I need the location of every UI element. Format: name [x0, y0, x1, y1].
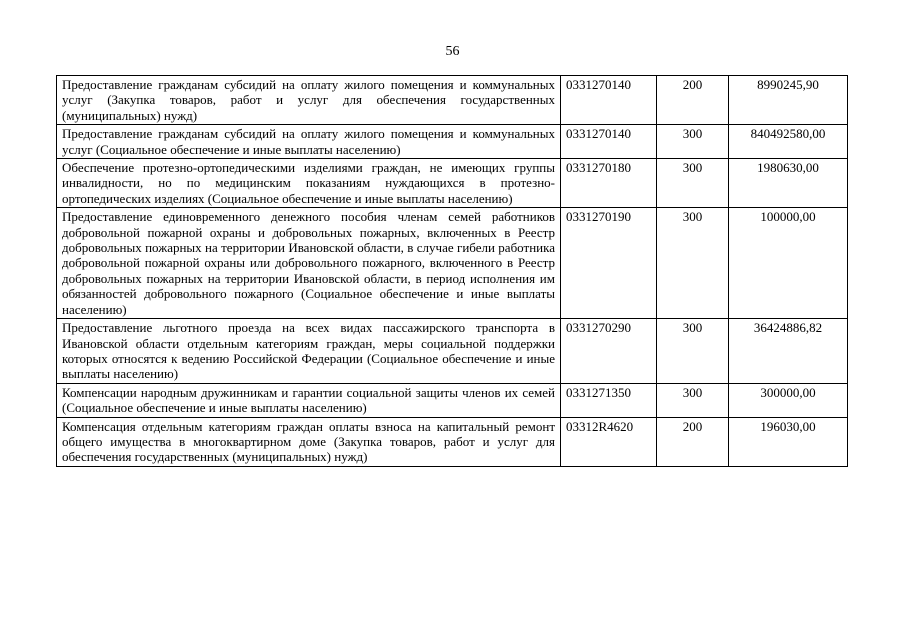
- description-cell: Предоставление гражданам субсидий на оплату жилого помещения и коммунальных услуг (Социальное обеспечение и иные выплаты населению): [57, 125, 561, 159]
- description-cell: Компенсации народным дружинникам и гарантии социальной защиты членов их семей (Социальное обеспечение и иные выплаты населению): [57, 383, 561, 417]
- description-cell: Компенсация отдельным категориям граждан оплаты взноса на капитальный ремонт общего имущества в многоквартирном доме (Закупка товаров, работ и услуг для обеспечения государственных (муниципальных) нужд): [57, 417, 561, 466]
- target-code-cell: 0331270190: [561, 208, 657, 319]
- description-cell: Предоставление единовременного денежного пособия членам семей работников добровольной пожарной охраны и добровольных пожарных, включенных в Реестр добровольных пожарных на территории Ивановской области, в случае гибели работника добровольной пожарной охраны или добровольного пожарного, включенного в Реестр добровольных пожарных на территории Ивановской области, в период исполнения им обязанностей добровольного пожарного (Социальное обеспечение и иные выплаты населению): [57, 208, 561, 319]
- amount-cell: 840492580,00: [729, 125, 848, 159]
- table-row: [57, 159, 848, 208]
- amount-cell: 100000,00: [729, 208, 848, 319]
- table-row: [57, 125, 848, 159]
- target-code-cell: 0331270180: [561, 159, 657, 208]
- target-code-cell: 0331270140: [561, 125, 657, 159]
- expense-type-cell: 300: [657, 159, 729, 208]
- expense-type-cell: 200: [657, 417, 729, 466]
- description-cell: Предоставление льготного проезда на всех видах пассажирского транспорта в Ивановской области отдельным категориям граждан, меры социальной поддержки которых относятся к ведению Российской Федерации (Социальное обеспечение и иные выплаты населению): [57, 319, 561, 384]
- expense-type-cell: 300: [657, 208, 729, 319]
- target-code-cell: 0331270140: [561, 76, 657, 125]
- amount-cell: 1980630,00: [729, 159, 848, 208]
- description-cell: Предоставление гражданам субсидий на оплату жилого помещения и коммунальных услуг (Закупка товаров, работ и услуг для обеспечения государственных (муниципальных) нужд): [57, 76, 561, 125]
- target-code-cell: 0331271350: [561, 383, 657, 417]
- table-row: [57, 383, 848, 417]
- amount-cell: 36424886,82: [729, 319, 848, 384]
- expense-type-cell: 200: [657, 76, 729, 125]
- amount-cell: 196030,00: [729, 417, 848, 466]
- target-code-cell: 03312R4620: [561, 417, 657, 466]
- table-row: [57, 417, 848, 466]
- description-cell: Обеспечение протезно-ортопедическими изделиями граждан, не имеющих группы инвалидности, но по медицинским показаниям нуждающихся в протезно-ортопедических изделиях (Социальное обеспечение и иные выплаты населению): [57, 159, 561, 208]
- expense-type-cell: 300: [657, 125, 729, 159]
- amount-cell: 300000,00: [729, 383, 848, 417]
- table-row: [57, 319, 848, 384]
- table-row: [57, 76, 848, 125]
- target-code-cell: 0331270290: [561, 319, 657, 384]
- budget-table-body: [57, 76, 848, 467]
- expense-type-cell: 300: [657, 383, 729, 417]
- page-number: 56: [445, 44, 460, 59]
- table-row: [57, 208, 848, 319]
- amount-cell: 8990245,90: [729, 76, 848, 125]
- budget-table: [56, 75, 848, 467]
- expense-type-cell: 300: [657, 319, 729, 384]
